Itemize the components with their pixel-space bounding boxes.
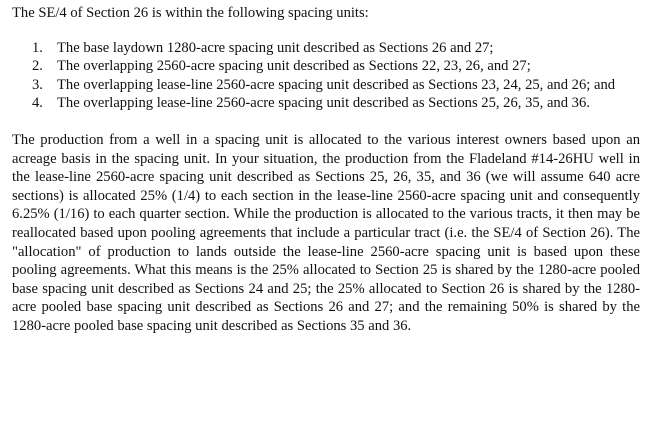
list-item — [12, 94, 640, 113]
list-item — [12, 39, 640, 58]
list-item — [12, 76, 640, 95]
list-item-number: 4. — [32, 95, 43, 112]
document-body — [12, 4, 640, 336]
spacing-unit-list — [12, 39, 640, 113]
list-item-text: The overlapping lease-line 2560-acre spacing unit described as Sections 25, 26, 35, and 36. — [57, 95, 590, 112]
intro-text: The SE/4 of Section 26 is within the following spacing units: — [12, 5, 369, 21]
list-item-text: The overlapping 2560-acre spacing unit described as Sections 22, 23, 26, and 27; — [57, 58, 531, 75]
list-item-text: The overlapping lease-line 2560-acre spacing unit described as Sections 23, 24, 25, and 26; and — [57, 76, 616, 93]
list-item-number: 1. — [32, 39, 43, 56]
list-item-number: 2. — [32, 58, 43, 75]
list-item-text: The base laydown 1280-acre spacing unit described as Sections 26 and 27; — [57, 39, 494, 56]
list-item — [12, 57, 640, 76]
list-item-number: 3. — [32, 76, 43, 93]
allocation-paragraph: The production from a well in a spacing unit is allocated to the various interest owners based upon an acreage basis in the spacing unit. In your situation, the production from the Fladeland #14-26HU well in the lease-line 2560-acre spacing unit described as Sections 25, 26, 35, and 36 (we will assume 640 acre sections) is allocated 25% (1/4) to each section in the lease-line 2560-acre spacing unit and consequently 6.25% (1/16) to each quarter section. While the production is allocated to the various tracts, it then may be reallocated based upon pooling agreements that include a particular tract (i.e. the SE/4 of Section 26). The "allocation" of production to lands outside the lease-line 2560-acre spacing unit is based upon these pooling agreements. What this means is the 25% allocated to Section 25 is shared by the 1280-acre pooled base spacing unit described as Sections 24 and 25; the 25% allocated to Section 26 is shared by the 1280-acre pooled base spacing unit described as Sections 26 and 27; and the remaining 50% is shared by the 1280-acre pooled base spacing unit described as Sections 35 and 36. — [12, 131, 640, 334]
